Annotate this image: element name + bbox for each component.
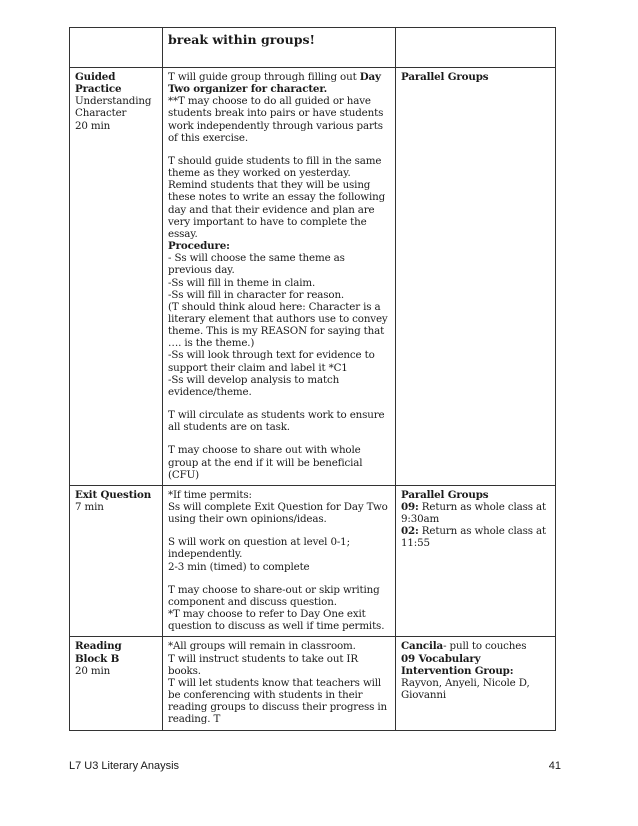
description-cell [163, 637, 396, 730]
procedure-step: -Ss will fill in character for reason. [168, 288, 345, 301]
activity-cell [70, 637, 163, 730]
footer-title: L7 U3 Literary Anaysis [69, 760, 180, 772]
paragraph-text: T may choose to share-out or skip writing component and discuss question. [168, 583, 380, 608]
activity-time: 20 min [75, 119, 111, 132]
table-row [70, 485, 556, 637]
paragraph-text: T will circulate as students work to ensure all students are on task. [168, 409, 385, 434]
activity-time: 7 min [75, 501, 104, 513]
paragraph-text: *T may choose to refer to Day One exit question to discuss as well if time permits. [168, 608, 385, 633]
procedure-step: - Ss will choose the same theme as previous day. [168, 252, 345, 277]
activity-time: 20 min [75, 664, 111, 677]
activity-title: Reading Block B [75, 640, 122, 665]
table-row [70, 637, 556, 730]
table-cell [396, 28, 556, 68]
page-footer [69, 760, 561, 772]
grouping-cell [396, 485, 556, 637]
grouping-cell [396, 68, 556, 486]
table-row [70, 68, 556, 486]
table-row [70, 28, 556, 68]
paragraph-text: T will let students know that teachers will be conferencing with students in their reading groups to discuss their progress in reading. T [168, 676, 388, 726]
activity-cell [70, 68, 163, 486]
page-number: 41 [548, 760, 561, 772]
group-time-1: 09: Return as whole class at 9:30am [401, 501, 546, 526]
procedure-step: -Ss will fill in theme in claim. [168, 276, 316, 289]
grouping-label: Parallel Groups [401, 71, 489, 83]
procedure-label: Procedure: [168, 240, 230, 253]
paragraph-text: T should guide students to fill in the same theme as they worked on yesterday. Remind students that they will be using these notes to write an essay the following day and that their evidence and plan are very important to have to complete the essay. [168, 154, 386, 240]
paragraph-text: T may choose to share out with whole group at the end if it will be beneficial (CFU) [168, 444, 363, 481]
grouping-cell [396, 637, 556, 730]
intro-line: T will guide group through filling out Day Two organizer for character. [168, 71, 381, 96]
paragraph-text: T will instruct students to take out IR books. [168, 652, 358, 677]
grouping-label: Parallel Groups [401, 488, 489, 501]
activity-subtitle: Understanding Character [75, 95, 152, 120]
procedure-step: (T should think aloud here: Character is a literary element that authors use to convey theme. This is my REASON for saying that …. is the theme.) [168, 300, 388, 350]
paragraph-text: 2-3 min (timed) to complete [168, 560, 310, 573]
group-time-2: 02: Return as whole class at 11:55 [401, 525, 546, 550]
activity-title: Guided Practice [75, 71, 122, 96]
procedure-step: -Ss will develop analysis to match evidence/theme. [168, 373, 340, 398]
table-cell: break within groups! [163, 28, 396, 68]
paragraph-text: Ss will complete Exit Question for Day Two using their own opinions/ideas. [168, 501, 388, 526]
activity-cell [70, 485, 163, 637]
paragraph-text: S will work on question at level 0-1; independently. [168, 536, 350, 561]
paragraph-text: *All groups will remain in classroom. [168, 640, 356, 653]
activity-title: Exit Question [75, 488, 152, 501]
procedure-step: -Ss will look through text for evidence to support their claim and label it *C1 [168, 349, 375, 374]
lesson-plan-table [69, 27, 556, 731]
table-cell [70, 28, 163, 68]
paragraph-text: *If time permits: [168, 488, 252, 501]
description-cell [163, 485, 396, 637]
group-assignment: 09 Vocabulary Intervention Group: Rayvon, Anyeli, Nicole D, Giovanni [401, 652, 530, 702]
group-assignment: Cancila- pull to couches [401, 640, 527, 653]
description-cell [163, 68, 396, 486]
note-text: **T may choose to do all guided or have students break into pairs or have students work independently through various parts of this exercise. [168, 95, 384, 144]
